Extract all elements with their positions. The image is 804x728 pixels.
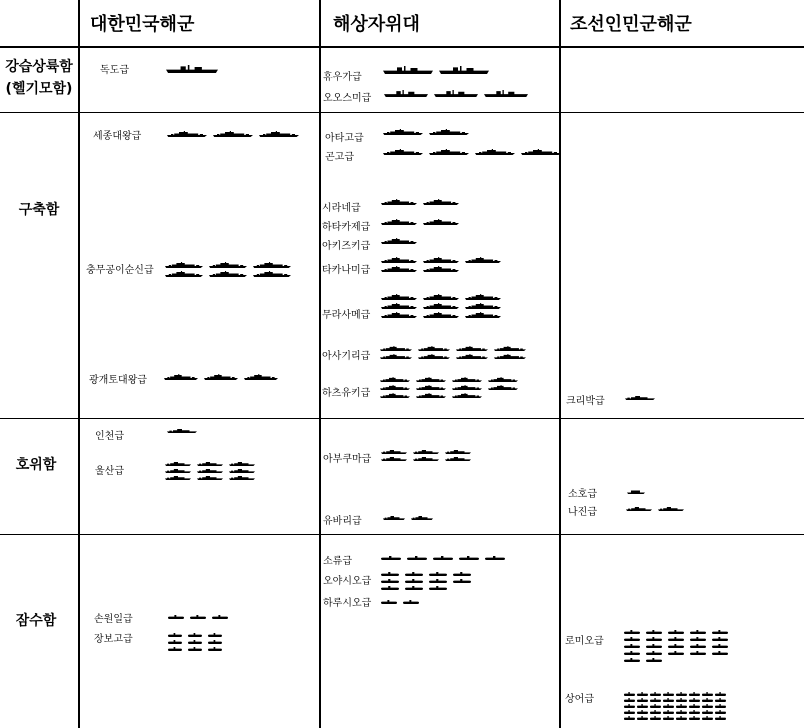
submarine-icon (712, 637, 728, 641)
destroyer-icon (423, 312, 459, 318)
class-label: 손원일급 (94, 614, 133, 625)
submarine-icon (690, 651, 706, 655)
submarine-icon (190, 615, 206, 619)
carrier-icon (434, 90, 478, 97)
ship-group (624, 692, 727, 720)
class-label: 아부쿠마급 (323, 454, 372, 465)
category-submarine: 잠수함 (15, 613, 57, 629)
corvette-icon (627, 490, 645, 494)
frigate-icon (197, 476, 223, 480)
frigate-icon (229, 469, 255, 473)
submarine-icon (459, 556, 479, 560)
submarine-icon (624, 710, 635, 714)
frigate-icon (658, 507, 684, 511)
destroyer-icon (418, 354, 450, 359)
submarine-icon (663, 692, 674, 696)
destroyer-icon (259, 131, 299, 137)
frigate-icon (167, 429, 197, 433)
destroyer-icon (418, 346, 450, 351)
ship-group (381, 450, 472, 461)
column-header-jmsdf: 해상자위대 (333, 14, 420, 35)
class-label: 나진급 (568, 507, 597, 518)
submarine-icon (690, 630, 706, 634)
destroyer-icon (423, 219, 459, 225)
submarine-icon (712, 644, 728, 648)
submarine-icon (407, 556, 427, 560)
destroyer-icon (416, 377, 446, 382)
frigate-icon (165, 469, 191, 473)
class-label: 하타카제급 (322, 222, 371, 233)
submarine-icon (429, 586, 447, 590)
destroyer-icon (494, 354, 526, 359)
submarine-icon (663, 710, 674, 714)
ship-group (384, 90, 529, 97)
submarine-icon (429, 579, 447, 583)
class-label: 무라사메급 (322, 310, 371, 321)
submarine-icon (650, 710, 661, 714)
destroyer-icon (423, 257, 459, 263)
destroyer-icon (167, 131, 207, 137)
submarine-icon (637, 716, 648, 720)
destroyer-icon (380, 354, 412, 359)
submarine-icon (702, 716, 713, 720)
ship-group (625, 396, 656, 400)
ship-group (380, 377, 519, 398)
submarine-icon (208, 633, 222, 637)
destroyer-icon (383, 129, 423, 135)
destroyer-icon (381, 294, 417, 300)
ship-group (165, 262, 292, 277)
ship-group (381, 600, 420, 604)
class-label: 아사기리급 (322, 351, 371, 362)
row-divider (0, 418, 804, 419)
ship-group (164, 374, 279, 380)
frigate-icon (445, 457, 471, 461)
submarine-icon (168, 615, 184, 619)
submarine-icon (381, 586, 399, 590)
submarine-icon (405, 572, 423, 576)
class-label: 시라네급 (322, 203, 361, 214)
class-label: 충무공이순신급 (86, 265, 154, 276)
submarine-icon (668, 651, 684, 655)
submarine-icon (453, 579, 471, 583)
submarine-icon (715, 704, 726, 708)
submarine-icon (208, 640, 222, 644)
destroyer-icon (381, 238, 417, 244)
frigate-icon (625, 396, 655, 400)
class-label: 아타고급 (325, 133, 364, 144)
submarine-icon (168, 633, 182, 637)
ship-group (167, 131, 300, 137)
submarine-icon (646, 658, 662, 662)
destroyer-icon (465, 303, 501, 309)
destroyer-icon (423, 294, 459, 300)
submarine-icon (712, 651, 728, 655)
destroyer-icon (381, 303, 417, 309)
submarine-icon (381, 579, 399, 583)
destroyer-icon (209, 262, 247, 268)
frigate-icon (165, 476, 191, 480)
column-divider (559, 0, 561, 728)
submarine-icon (702, 704, 713, 708)
destroyer-icon (244, 374, 278, 380)
submarine-icon (624, 637, 640, 641)
submarine-icon (663, 698, 674, 702)
carrier-icon (166, 65, 218, 73)
row-divider (0, 534, 804, 535)
destroyer-icon (380, 346, 412, 351)
destroyer-icon (383, 149, 423, 155)
category-frigate: 호위함 (15, 457, 57, 473)
submarine-icon (690, 644, 706, 648)
carrier-icon (484, 90, 528, 97)
destroyer-icon (213, 131, 253, 137)
submarine-icon (637, 704, 648, 708)
frigate-icon (411, 516, 433, 520)
column-divider (319, 0, 321, 728)
submarine-icon (646, 637, 662, 641)
row-divider (0, 46, 804, 48)
ship-group (383, 129, 470, 135)
class-label: 크리박급 (566, 396, 605, 407)
destroyer-icon (423, 266, 459, 272)
submarine-icon (168, 640, 182, 644)
class-label: 곤고급 (325, 152, 354, 163)
frigate-icon (381, 457, 407, 461)
destroyer-icon (494, 346, 526, 351)
ship-group (168, 633, 223, 651)
destroyer-icon (380, 377, 410, 382)
destroyer-icon (488, 377, 518, 382)
row-divider (0, 112, 804, 113)
frigate-icon (197, 469, 223, 473)
submarine-icon (188, 640, 202, 644)
submarine-icon (668, 644, 684, 648)
submarine-icon (624, 651, 640, 655)
class-label: 장보고급 (94, 634, 133, 645)
destroyer-icon (429, 149, 469, 155)
frigate-icon (197, 462, 223, 466)
submarine-icon (453, 572, 471, 576)
ship-group (165, 462, 256, 480)
submarine-icon (624, 644, 640, 648)
destroyer-icon (416, 385, 446, 390)
submarine-icon (702, 698, 713, 702)
submarine-icon (702, 692, 713, 696)
destroyer-icon (380, 385, 410, 390)
ship-group (381, 257, 502, 272)
category-amphibious-assault: 강습상륙함 (헬기모함) (5, 59, 73, 97)
submarine-icon (405, 586, 423, 590)
submarine-icon (702, 710, 713, 714)
destroyer-icon (381, 257, 417, 263)
submarine-icon (668, 630, 684, 634)
submarine-icon (485, 556, 505, 560)
frigate-icon (229, 462, 255, 466)
submarine-icon (637, 710, 648, 714)
submarine-icon (676, 710, 687, 714)
submarine-icon (208, 647, 222, 651)
submarine-icon (624, 704, 635, 708)
submarine-icon (188, 633, 202, 637)
ship-group (380, 346, 527, 359)
ship-group (168, 615, 229, 619)
submarine-icon (646, 644, 662, 648)
submarine-icon (381, 556, 401, 560)
class-label: 하츠유키급 (322, 388, 371, 399)
class-label: 타카나미급 (322, 265, 371, 276)
class-label: 울산급 (95, 466, 124, 477)
submarine-icon (676, 716, 687, 720)
submarine-icon (433, 556, 453, 560)
ship-group (381, 294, 502, 318)
submarine-icon (429, 572, 447, 576)
submarine-icon (715, 692, 726, 696)
submarine-icon (646, 651, 662, 655)
destroyer-icon (381, 219, 417, 225)
destroyer-icon (456, 354, 488, 359)
submarine-icon (381, 600, 397, 604)
carrier-icon (384, 90, 428, 97)
ship-group (381, 219, 460, 225)
destroyer-icon (465, 312, 501, 318)
ship-group (627, 490, 646, 494)
destroyer-icon (429, 129, 469, 135)
ship-group (383, 66, 490, 74)
ship-group (383, 516, 434, 520)
destroyer-icon (416, 393, 446, 398)
destroyer-icon (253, 262, 291, 268)
class-label: 유바리급 (323, 516, 362, 527)
destroyer-icon (380, 393, 410, 398)
class-label: 상어급 (565, 694, 594, 705)
class-label: 광개토대왕급 (89, 375, 147, 386)
class-label: 소호급 (568, 489, 597, 500)
destroyer-icon (465, 257, 501, 263)
submarine-icon (689, 704, 700, 708)
column-header-rok-navy: 대한민국해군 (90, 14, 195, 35)
frigate-icon (383, 516, 405, 520)
submarine-icon (637, 698, 648, 702)
frigate-icon (381, 450, 407, 454)
ship-group (166, 65, 219, 73)
ship-group (167, 429, 198, 433)
submarine-icon (637, 692, 648, 696)
submarine-icon (650, 716, 661, 720)
submarine-icon (715, 716, 726, 720)
submarine-icon (689, 692, 700, 696)
frigate-icon (413, 450, 439, 454)
destroyer-icon (452, 393, 482, 398)
submarine-icon (381, 572, 399, 576)
destroyer-icon (165, 262, 203, 268)
destroyer-icon (381, 266, 417, 272)
submarine-icon (663, 704, 674, 708)
column-header-kpa-navy: 조선인민군해군 (570, 14, 692, 35)
class-label: 소류급 (323, 556, 352, 567)
submarine-icon (668, 637, 684, 641)
ship-group (624, 630, 729, 662)
frigate-icon (413, 457, 439, 461)
class-label: 오오스미급 (323, 93, 372, 104)
submarine-icon (403, 600, 419, 604)
destroyer-icon (204, 374, 238, 380)
submarine-icon (188, 647, 202, 651)
submarine-icon (712, 630, 728, 634)
frigate-icon (626, 507, 652, 511)
destroyer-icon (521, 149, 561, 155)
submarine-icon (689, 716, 700, 720)
carrier-icon (439, 66, 489, 74)
submarine-icon (676, 692, 687, 696)
class-label: 로미오급 (565, 636, 604, 647)
destroyer-icon (423, 199, 459, 205)
class-label: 아키즈키급 (322, 241, 371, 252)
column-divider (78, 0, 80, 728)
destroyer-icon (456, 346, 488, 351)
class-label: 오야시오급 (323, 576, 372, 587)
frigate-icon (165, 462, 191, 466)
submarine-icon (650, 704, 661, 708)
submarine-icon (624, 716, 635, 720)
submarine-icon (650, 692, 661, 696)
destroyer-icon (452, 377, 482, 382)
submarine-icon (624, 630, 640, 634)
submarine-icon (689, 698, 700, 702)
destroyer-icon (423, 303, 459, 309)
destroyer-icon (475, 149, 515, 155)
destroyer-icon (465, 294, 501, 300)
ship-group (381, 199, 460, 205)
submarine-icon (676, 698, 687, 702)
class-label: 독도급 (100, 65, 129, 76)
class-label: 휴우가급 (323, 72, 362, 83)
destroyer-icon (381, 199, 417, 205)
frigate-icon (229, 476, 255, 480)
submarine-icon (663, 716, 674, 720)
destroyer-icon (164, 374, 198, 380)
submarine-icon (624, 692, 635, 696)
submarine-icon (650, 698, 661, 702)
submarine-icon (715, 710, 726, 714)
ship-group (381, 572, 472, 590)
ship-group (626, 507, 685, 511)
submarine-icon (624, 658, 640, 662)
class-label: 인천급 (95, 431, 124, 442)
ship-group (381, 238, 418, 244)
destroyer-icon (452, 385, 482, 390)
destroyer-icon (381, 312, 417, 318)
submarine-icon (624, 698, 635, 702)
destroyer-icon (488, 385, 518, 390)
submarine-icon (168, 647, 182, 651)
submarine-icon (212, 615, 228, 619)
carrier-icon (383, 66, 433, 74)
destroyer-icon (165, 271, 203, 277)
submarine-icon (646, 630, 662, 634)
frigate-icon (445, 450, 471, 454)
class-label: 세종대왕급 (93, 131, 142, 142)
submarine-icon (715, 698, 726, 702)
destroyer-icon (209, 271, 247, 277)
class-label: 하루시오급 (323, 598, 372, 609)
ship-group (381, 556, 506, 560)
submarine-icon (405, 579, 423, 583)
destroyer-icon (253, 271, 291, 277)
submarine-icon (676, 704, 687, 708)
ship-group (383, 149, 562, 155)
category-destroyer: 구축함 (18, 202, 60, 218)
submarine-icon (689, 710, 700, 714)
submarine-icon (690, 637, 706, 641)
